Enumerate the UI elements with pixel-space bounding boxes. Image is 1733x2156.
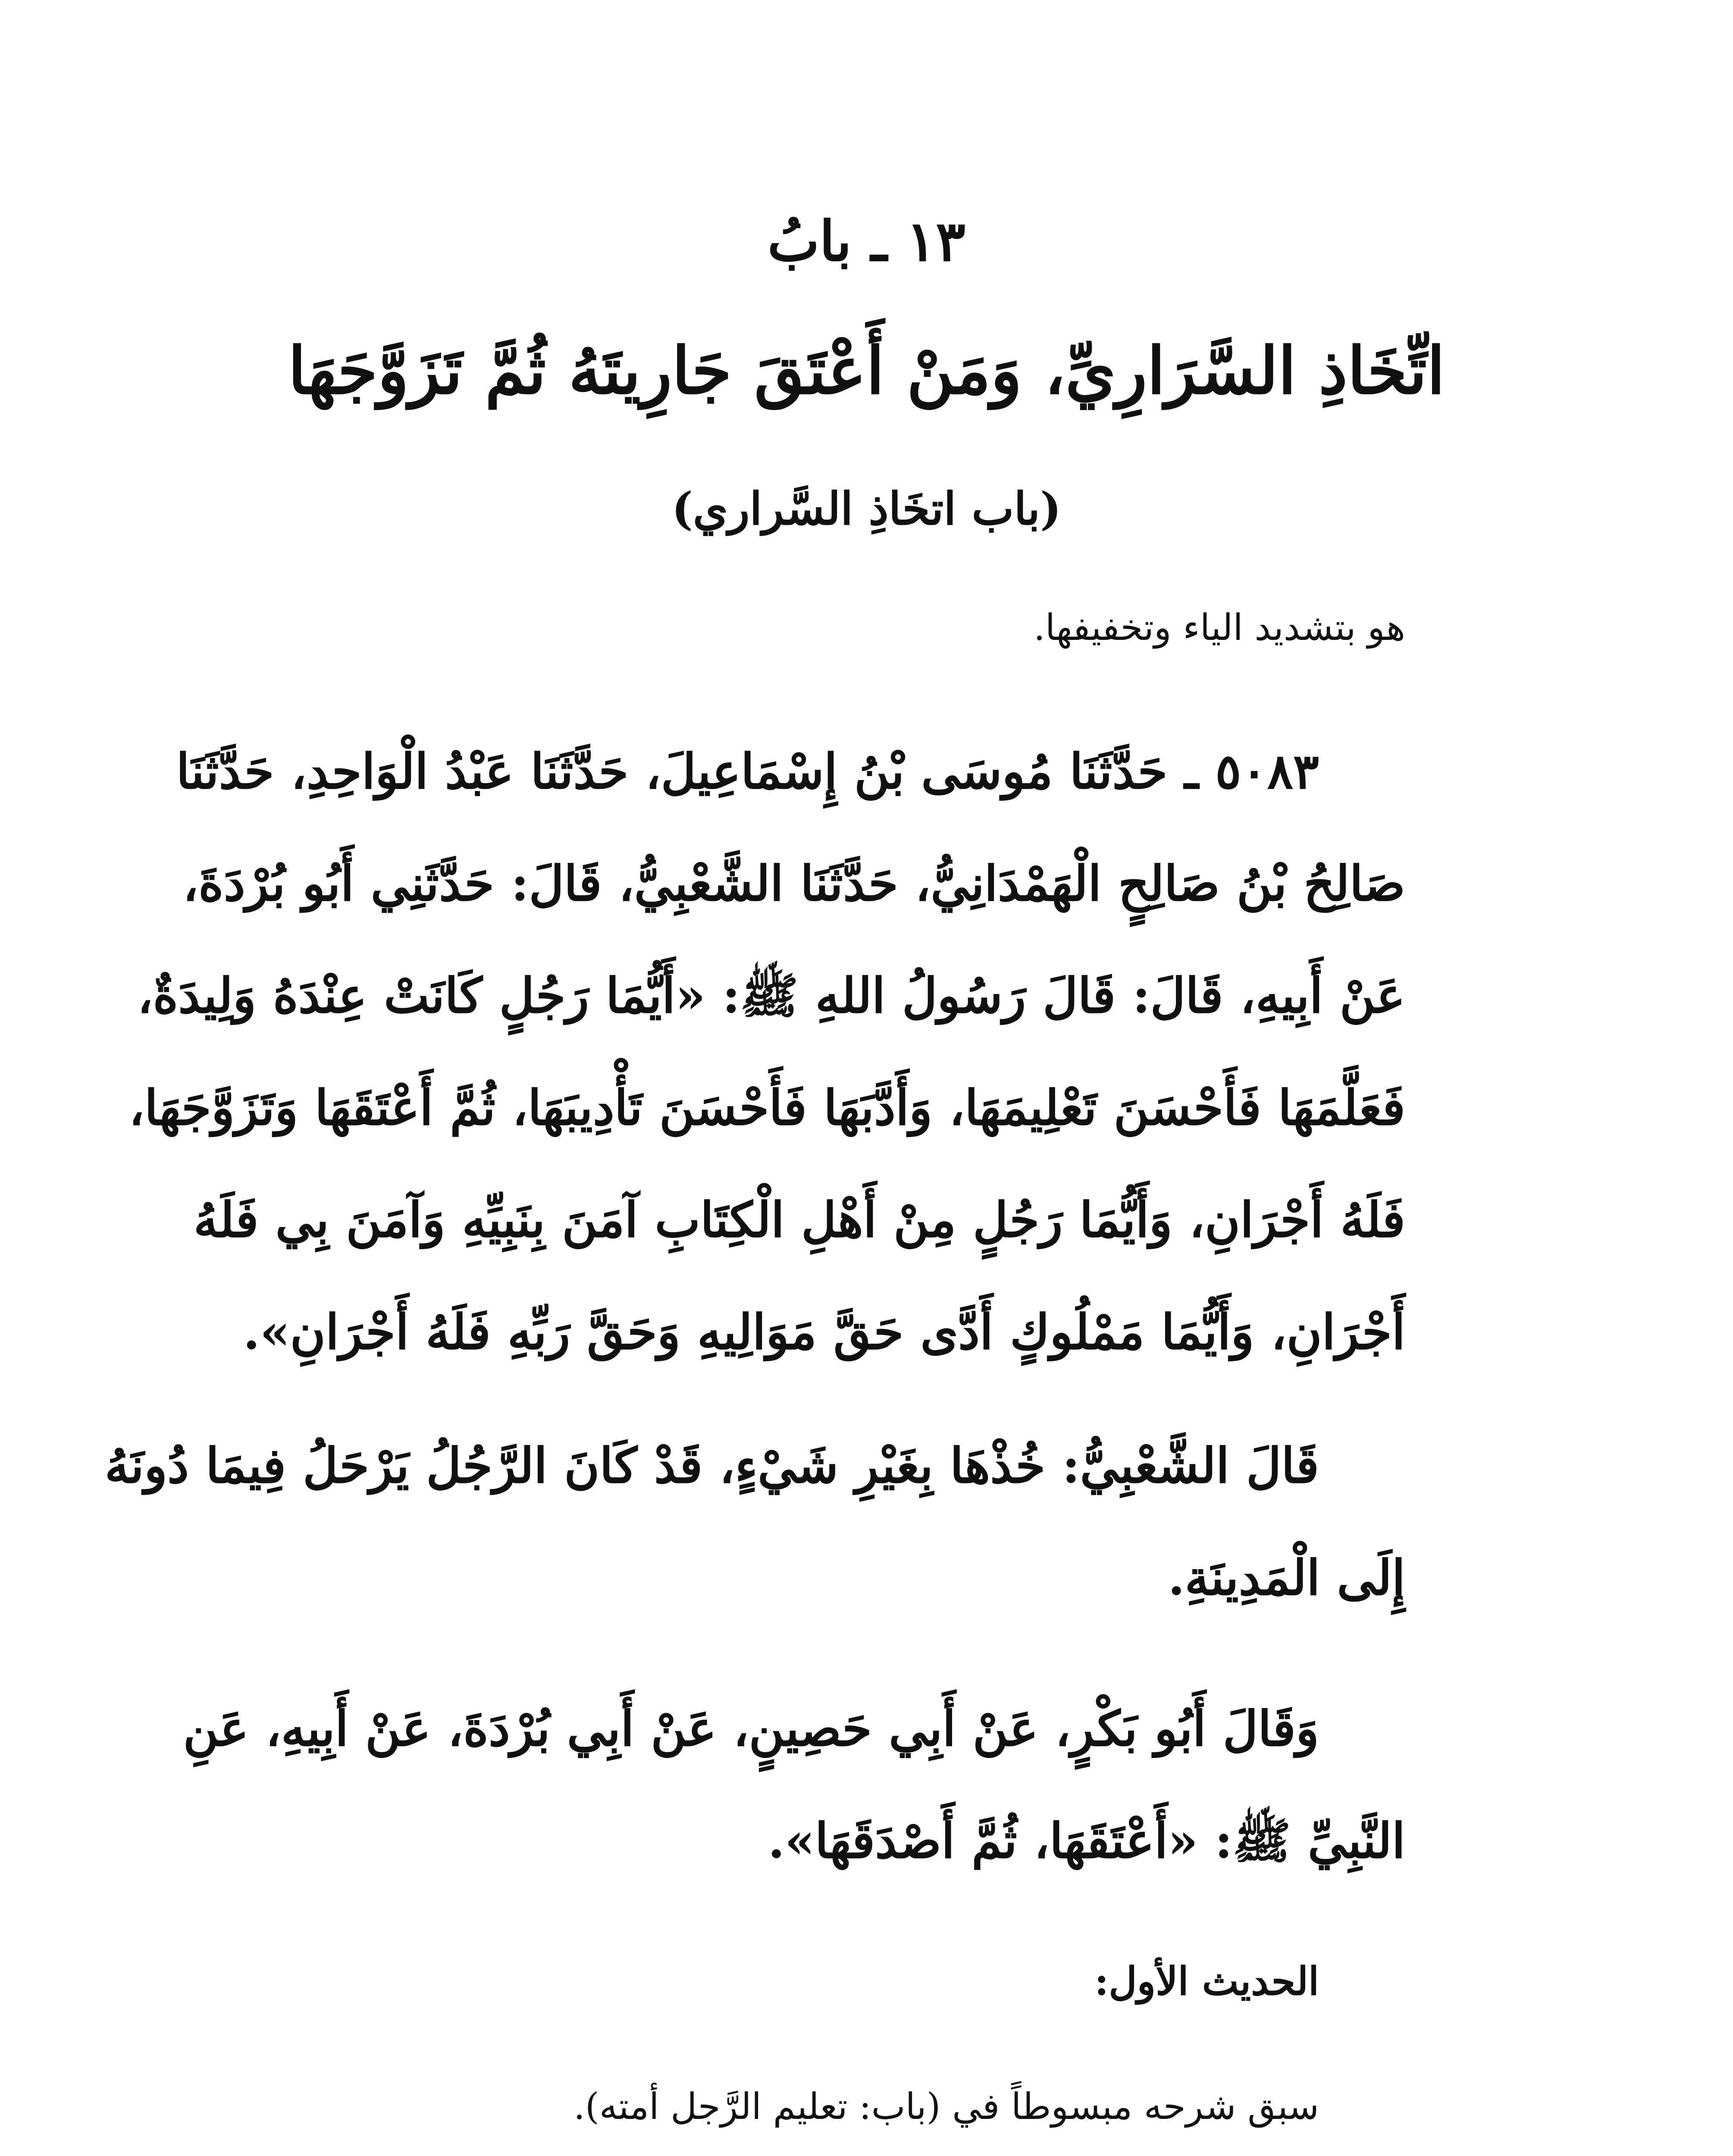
chapter-number: ١٣ ـ بابُ <box>767 209 966 274</box>
chapter-title: اتِّخَاذِ السَّرَارِيِّ، وَمَنْ أَعْتَقَ جَارِيتَهُ ثُمَّ تَزَوَّجَهَا <box>288 333 1445 409</box>
hadith-line-2: صَالِحُ بْنُ صَالِحٍ الْهَمْدَانِيُّ، حَدَّثَنَا الشَّعْبِيُّ، قَالَ: حَدَّثَنِي أَبُو بُرْدَةَ، <box>183 856 1405 912</box>
hadith-line-6: أَجْرَانِ، وَأَيُّمَا مَمْلُوكٍ أَدَّى حَقَّ مَوَالِيهِ وَحَقَّ رَبِّهِ فَلَهُ أَجْرَانِ». <box>243 1304 1405 1360</box>
chapter-quoted-title: (باب اتخَاذِ السَّراري) <box>671 482 1062 535</box>
abu-bakr-line-2: النَّبِيِّ ﷺ: «أَعْتَقَهَا، ثُمَّ أَصْدَقَهَا». <box>768 1813 1405 1869</box>
commentary-previous-explanation: سبق شرحه مبسوطاً في (باب: تعليم الرَّجل أمته). <box>573 2085 1319 2128</box>
commentary-tashdid: هو بتشديد الياء وتخفيفها. <box>1034 606 1405 649</box>
first-hadith-label: الحديث الأول: <box>1094 1959 1319 2004</box>
hadith-line-1: ٥٠٨٣ ـ حَدَّثَنَا مُوسَى بْنُ إِسْمَاعِيلَ، حَدَّثَنَا عَبْدُ الْوَاحِدِ، حَدَّثَنَا <box>176 743 1319 800</box>
abu-bakr-line-1: وَقَالَ أَبُو بَكْرٍ، عَنْ أَبِي حَصِينٍ، عَنْ أَبِي بُرْدَةَ، عَنْ أَبِيهِ، عَنِ <box>183 1701 1319 1757</box>
shabi-line-1: قَالَ الشَّعْبِيُّ: خُذْهَا بِغَيْرِ شَيْءٍ، قَدْ كَانَ الرَّجُلُ يَرْحَلُ فِيمَا دُونَهُ <box>104 1438 1319 1494</box>
hadith-line-4: فَعَلَّمَهَا فَأَحْسَنَ تَعْلِيمَهَا، وَأَدَّبَهَا فَأَحْسَنَ تَأْدِيبَهَا، ثُمَّ أَعْتَقَهَا وَتَزَوَّجَهَا، <box>128 1080 1405 1136</box>
hadith-line-3: عَنْ أَبِيهِ، قَالَ: قَالَ رَسُولُ اللهِ ﷺ: «أَيُّمَا رَجُلٍ كَانَتْ عِنْدَهُ وَلِيدَةٌ، <box>137 968 1405 1024</box>
shabi-line-2: إِلَى الْمَدِينَةِ. <box>1168 1550 1405 1606</box>
hadith-line-5: فَلَهُ أَجْرَانِ، وَأَيُّمَا رَجُلٍ مِنْ أَهْلِ الْكِتَابِ آمَنَ بِنَبِيِّهِ وَآمَنَ بِي فَلَهُ <box>194 1192 1405 1248</box>
